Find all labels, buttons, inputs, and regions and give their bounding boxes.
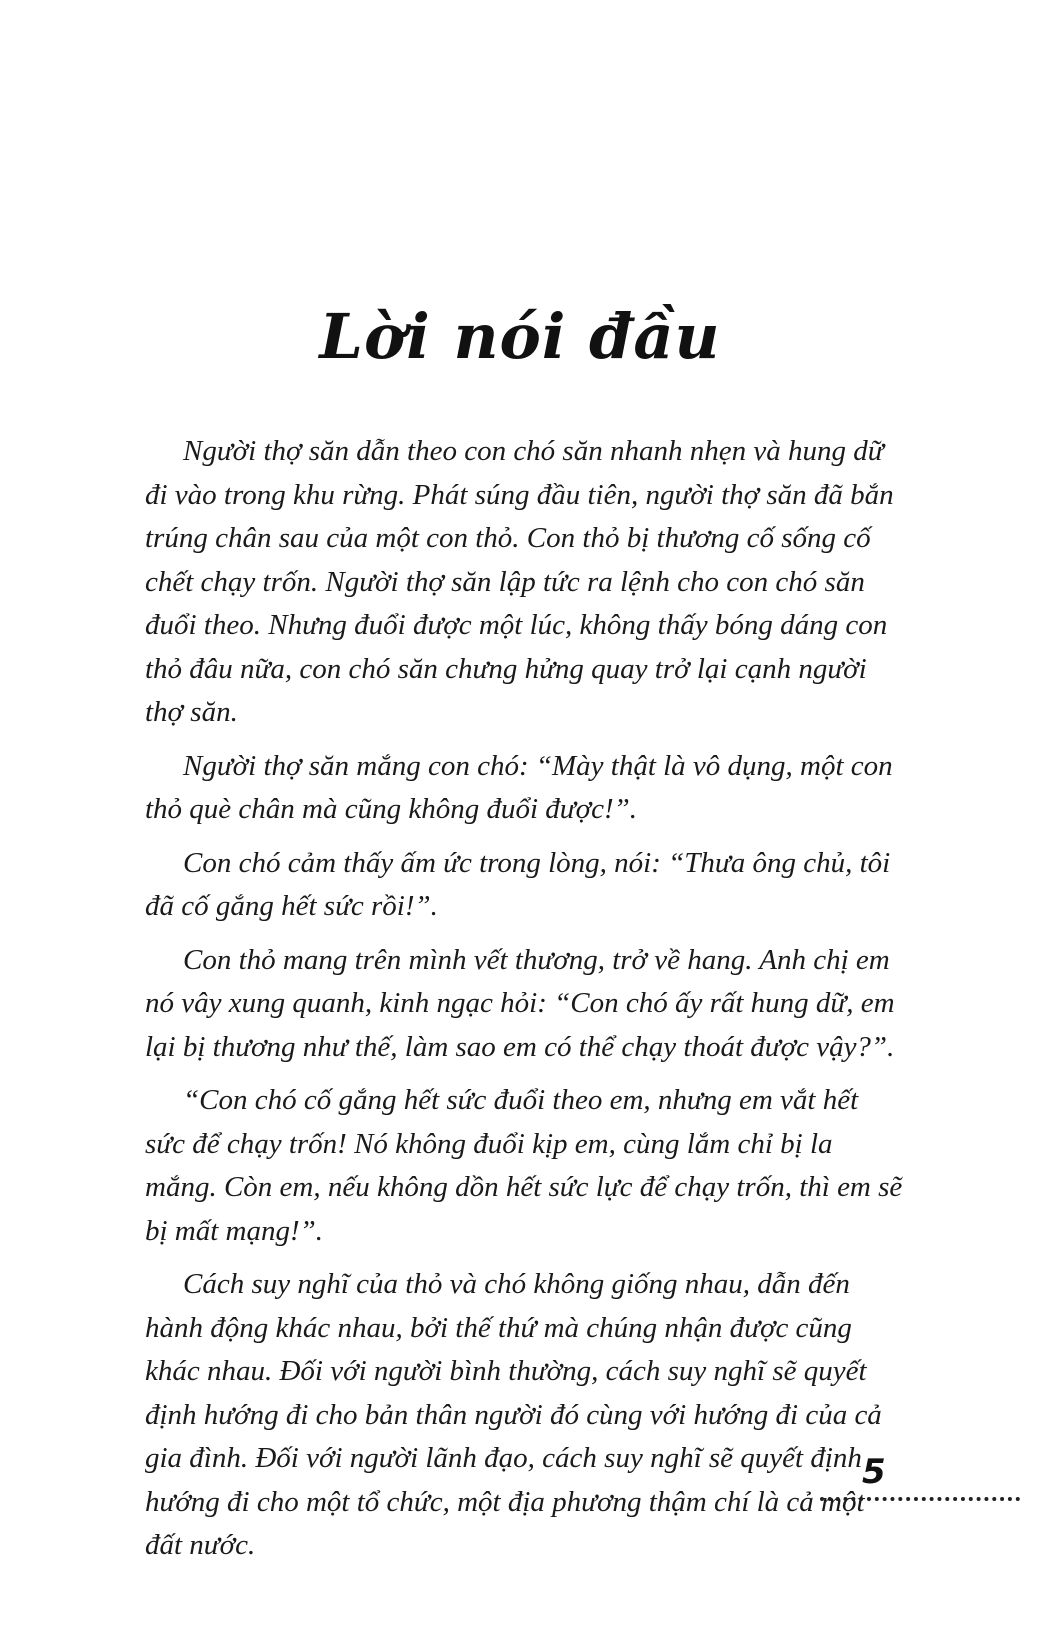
dotted-line-divider: [820, 1493, 1020, 1501]
paragraph-5: “Con chó cố gắng hết sức đuổi theo em, nhưng em vắt hết sức để chạy trốn! Nó không đuổi kịp em, cùng lắm chỉ bị la mắng. Còn em, nếu không dồn hết sức lực để chạy trốn, thì em sẽ bị mất mạng!”.: [145, 1084, 903, 1247]
page-number: 5: [862, 1452, 886, 1492]
page-title: Lời nói đầu: [319, 300, 721, 373]
body-text: [145, 430, 905, 1578]
paragraph-6: Cách suy nghĩ của thỏ và chó không giống nhau, dẫn đến hành động khác nhau, bởi thế thứ mà chúng nhận được cũng khác nhau. Đối với người bình thường, cách suy nghĩ sẽ quyết định hướng đi cho bản thân người đó cùng với hướng đi của cả gia đình. Đối với người lãnh đạo, cách suy nghĩ sẽ quyết định hướng đi cho một tổ chức, một địa phương thậm chí là cả một đất nước.: [145, 1268, 882, 1561]
page-footer: [820, 1452, 1030, 1512]
paragraph-2: Người thợ săn mắng con chó: “Mày thật là vô dụng, một con thỏ què chân mà cũng không đuổi được!”.: [145, 749, 893, 825]
paragraph-1: Người thợ săn dẫn theo con chó săn nhanh nhẹn và hung dữ đi vào trong khu rừng. Phát súng đầu tiên, người thợ săn đã bắn trúng chân sau của một con thỏ. Con thỏ bị thương cố sống cố chết chạy trốn. Người thợ săn lập tức ra lệnh cho con chó săn đuổi theo. Nhưng đuổi được một lúc, không thấy bóng dáng con thỏ đâu nữa, con chó săn chưng hửng quay trở lại cạnh người thợ săn.: [145, 435, 894, 728]
paragraph-4: Con thỏ mang trên mình vết thương, trở về hang. Anh chị em nó vây xung quanh, kinh ngạc hỏi: “Con chó ấy rất hung dữ, em lại bị thương như thế, làm sao em có thể chạy thoát được vậy?”.: [145, 943, 895, 1063]
paragraph-3: Con chó cảm thấy ấm ức trong lòng, nói: “Thưa ông chủ, tôi đã cố gắng hết sức rồi!”.: [145, 846, 891, 922]
